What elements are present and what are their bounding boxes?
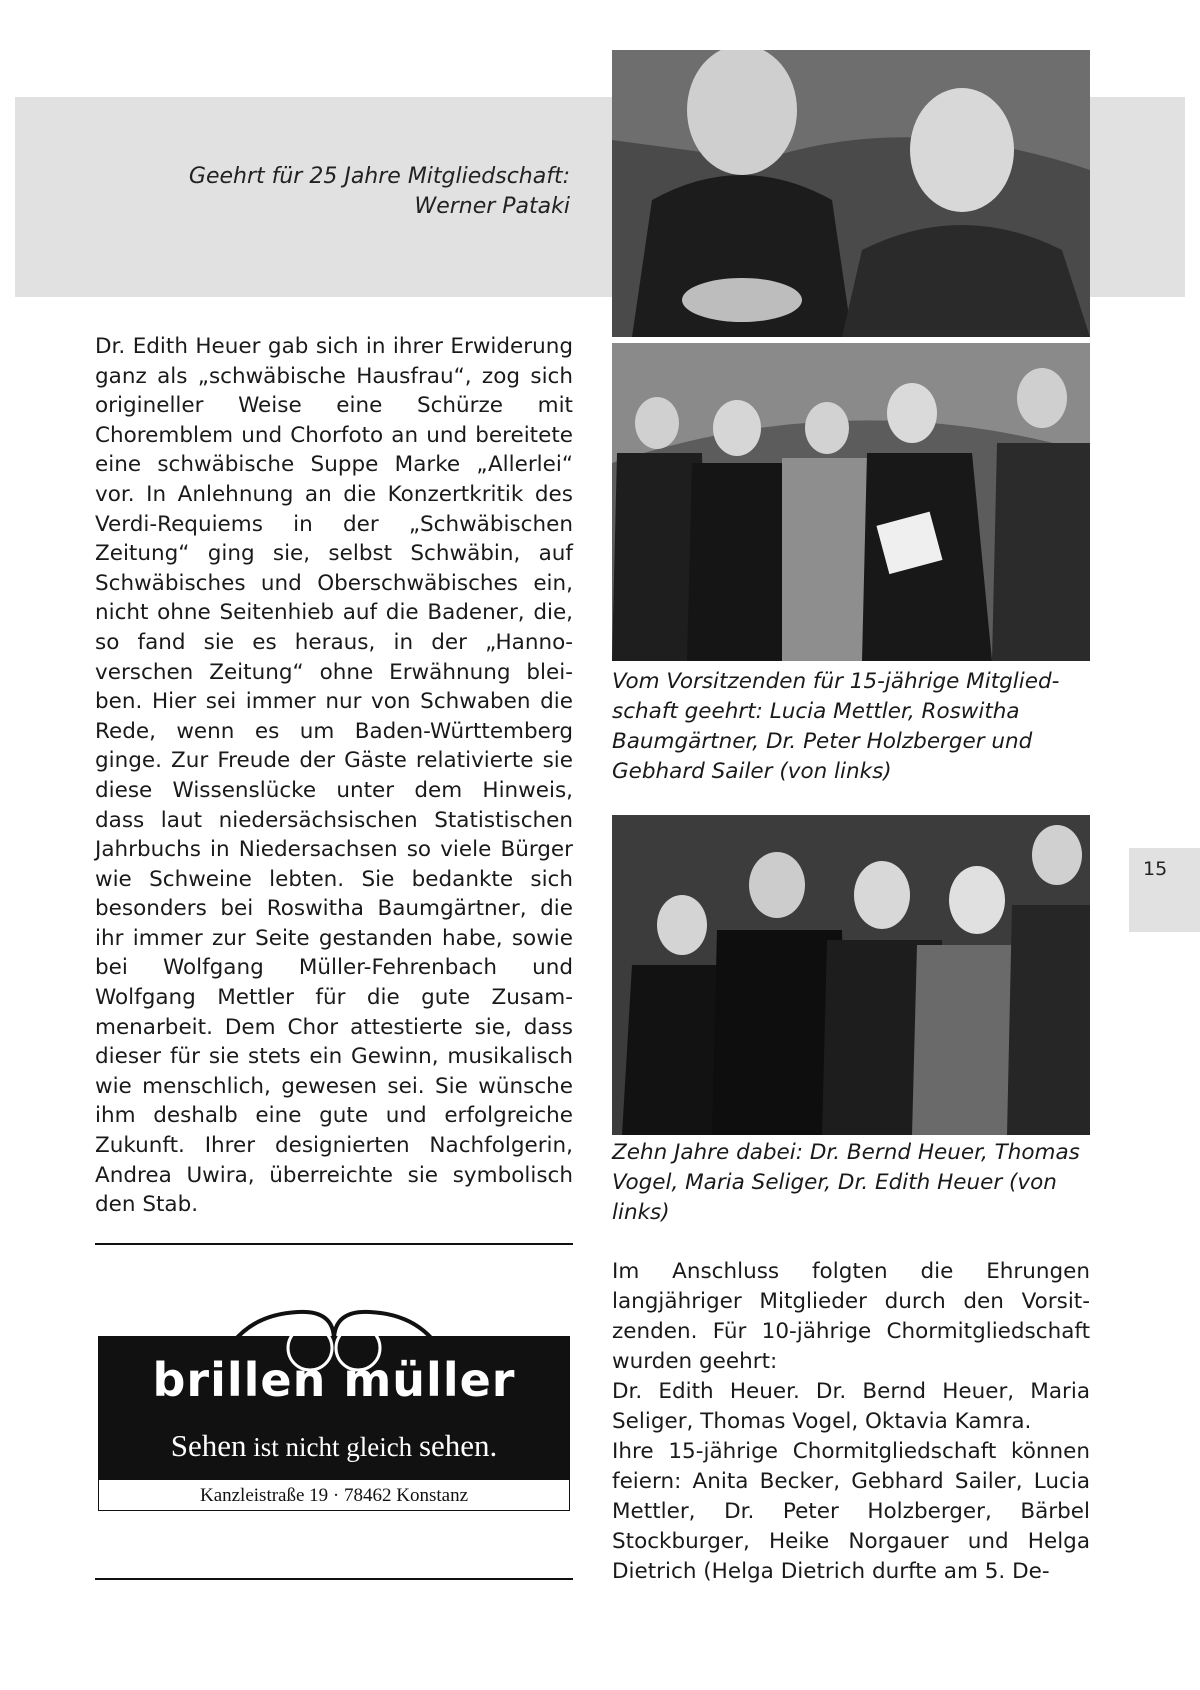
right-paragraph-1: Im Anschluss folgten die Ehrungen langjähriger Mitglieder durch den Vorsitzenden. Für 10-jährige Chormitgliedschaft wurden geehrt: (612, 1259, 1090, 1374)
right-paragraph-2: Dr. Edith Heuer. Dr. Bernd Heuer, Maria Seliger, Thomas Vogel, Oktavia Kamra. (612, 1379, 1090, 1434)
ad-slogan-word2: sehen. (418, 1428, 498, 1463)
page-number: 15 (1143, 858, 1168, 880)
photo-honoree-25-years (612, 50, 1090, 337)
right-paragraph-3: Ihre 15-jährige Chormitgliedschaft können feiern: Anita Becker, Gebhard Sailer, Lucia Mettler, Dr. Peter Holzberger, Bärbel Stockburger, Heike Norgauer und Helga Dietrich (Helga Dietrich durfte am 5. De- (612, 1439, 1090, 1584)
photo-honorees-10-years (612, 815, 1090, 1135)
article-paragraph: Dr. Edith Heuer gab sich in ihrer Erwiderung ganz als „schwäbische Hausfrau“, zog sich origineller Weise eine Schürze mit Choremblem und Chorfoto an und bereitete eine schwäbische Suppe Marke „Allerlei“ vor. In Anlehnung an die Konzertkritik des Verdi-Requiems in der „Schwäbischen Zeitung“ ging sie, selbst Schwäbin, auf Schwäbisches und Oberschwäbisches ein, nicht ohne Seitenhieb auf die Badener, die, so fand sie es heraus, in der „Hannoverschen Zeitung“ ohne Erwähnung bleiben. Hier sei immer nur von Schwaben die Rede, wenn es um Baden-Württemberg ginge. Zur Freude der Gäste relativierte sie diese Wissenslücke unter dem Hinweis, dass laut niedersächsischen Statistischen Jahrbuchs in Niedersachsen so viele Bürger wie Schweine lebten. Sie bedankte sich besonders bei Roswitha Baumgärtner, die ihr immer zur Seite gestanden habe, sowie bei Wolfgang Müller-Fehrenbach und Wolfgang Mettler für die gute Zusammenarbeit. Dem Chor attestierte sie, dass dieser für sie stets ein Gewinn, musikalisch wie menschlich, gewesen sei. Sie wünsche ihm deshalb eine gute und erfolgreiche Zukunft. Ihrer designierten Nachfolgerin, Andrea Uwira, überreichte sie symbolisch den Stab. (95, 334, 573, 1218)
divider-bottom (95, 1578, 573, 1580)
divider-top (95, 1243, 573, 1245)
article-right-column (612, 1257, 1090, 1587)
photo3-caption: Zehn Jahre dabei: Dr. Bernd Heuer, Thomas Vogel, Maria Seliger, Dr. Edith Heuer (von links) (612, 1140, 1080, 1225)
ad-slogan-word1: Sehen (170, 1428, 247, 1463)
ad-slogan (98, 1428, 570, 1465)
ad-address (98, 1483, 570, 1509)
photo1-caption-line2: Werner Pataki (414, 194, 570, 219)
photo1-caption-line1: Geehrt für 25 Jahre Mitgliedschaft: (188, 164, 570, 189)
photo2-caption: Vom Vorsitzenden für 15-jährige Mitgliedschaft geehrt: Lucia Mettler, Roswitha Baumgärtner, Dr. Peter Holzberger und Gebhard Sailer (von links) (612, 669, 1060, 784)
ad-address-text: Kanzleistraße 19 · 78462 Konstanz (192, 1485, 476, 1506)
ad-slogan-middle: ist nicht gleich (246, 1432, 419, 1462)
photo-honorees-15-years (612, 343, 1090, 661)
photo1-caption (120, 162, 570, 222)
ad-brand-name: brillen müller (152, 1353, 516, 1407)
advertisement-brillen-mueller (98, 1300, 570, 1514)
article-left-column (95, 332, 573, 1220)
